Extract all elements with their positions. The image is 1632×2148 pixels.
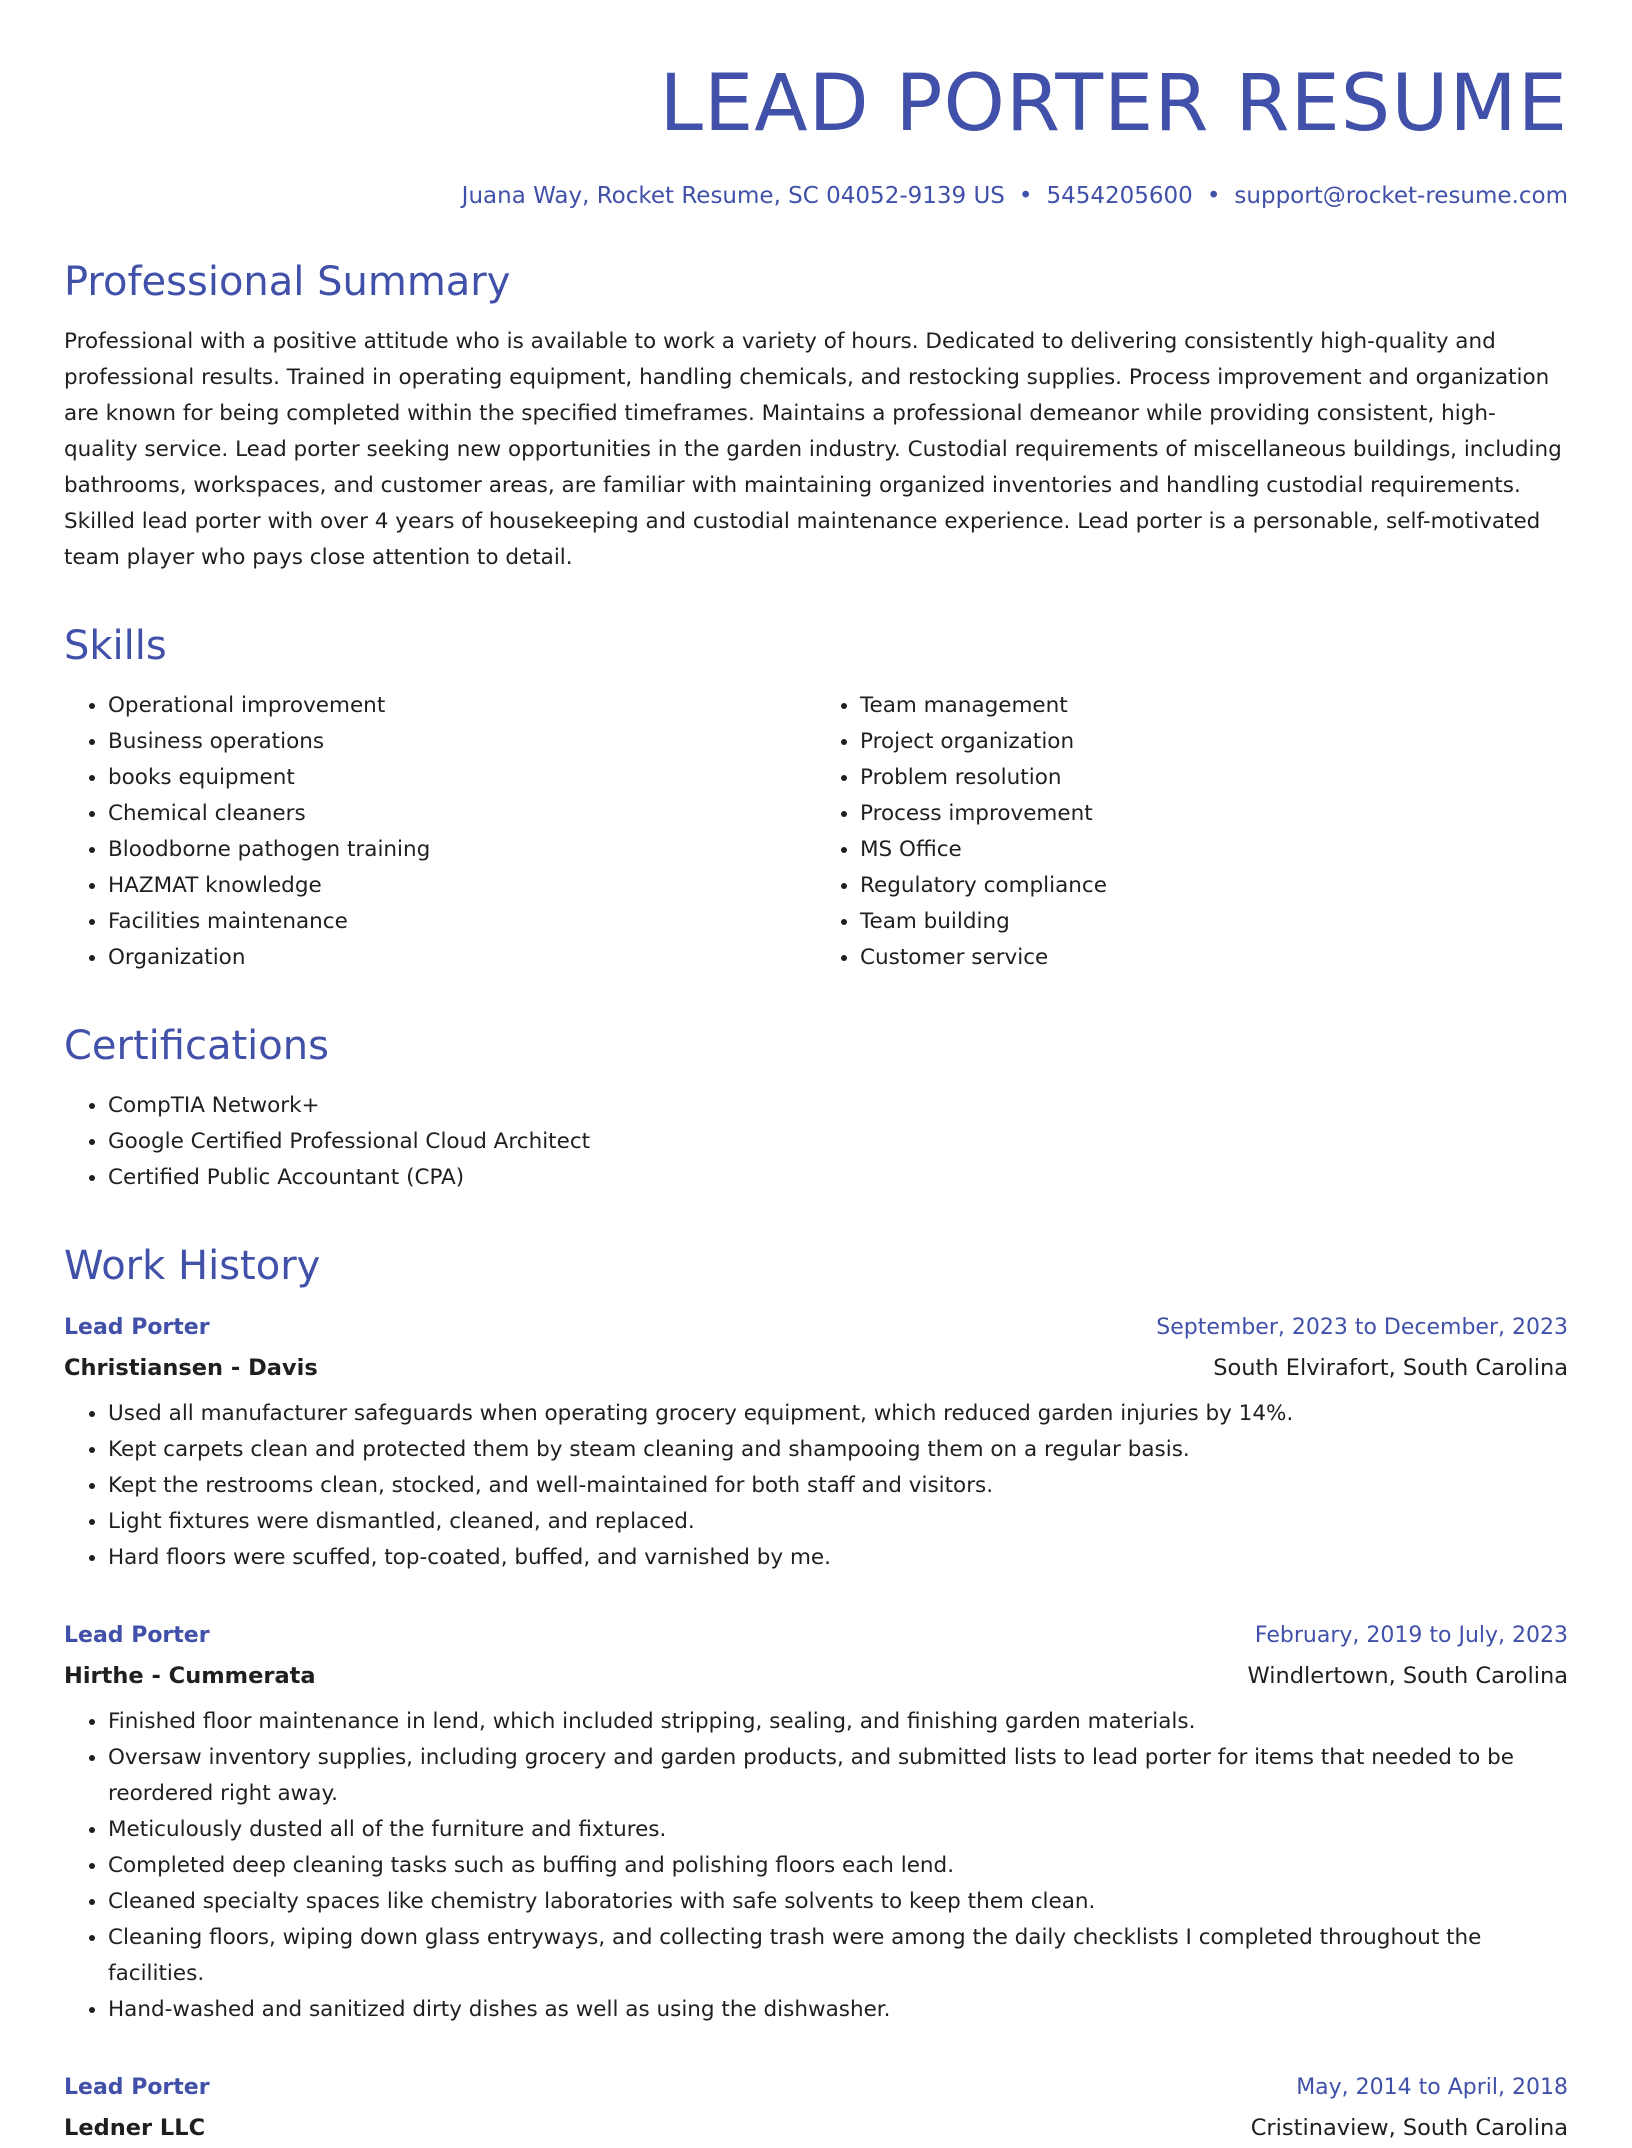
job-entry xyxy=(64,2068,1568,2148)
contact-line xyxy=(64,180,1568,212)
job-header-row xyxy=(64,2068,1568,2108)
job-dates: February, 2019 to July, 2023 xyxy=(1254,1623,1568,1648)
work-history-heading: Work History xyxy=(64,1243,321,1289)
skill-item: • Regulatory compliance xyxy=(860,868,1568,904)
certifications-section xyxy=(64,1022,1568,1196)
job-bullet: • Hard floors were scuffed, top-coated, buffed, and varnished by me. xyxy=(108,1540,1568,1576)
job-dates: September, 2023 to December, 2023 xyxy=(1156,1315,1568,1340)
job-bullet: • Cleaning floors, wiping down glass entryways, and collecting trash were among the daily checklists I completed throughout the facilities. xyxy=(108,1920,1568,1992)
skills-columns xyxy=(64,688,1568,976)
skill-item: • books equipment xyxy=(108,760,816,796)
job-bullet: • Finished floor maintenance in lend, which included stripping, sealing, and finishing garden materials. xyxy=(108,1704,1568,1740)
job-bullet: • Hand-washed and sanitized dirty dishes as well as using the dishwasher. xyxy=(108,1992,1568,2028)
contact-phone[interactable]: 5454205600 xyxy=(1046,183,1193,209)
skill-item: • Facilities maintenance xyxy=(108,904,816,940)
job-company-row xyxy=(64,2108,1568,2148)
job-bullet: • Used all manufacturer safeguards when operating grocery equipment, which reduced garden injuries by 14%. xyxy=(108,1396,1568,1432)
certification-item: • Certified Public Accountant (CPA) xyxy=(108,1160,1568,1196)
skills-section xyxy=(64,622,1568,976)
job-title: Lead Porter xyxy=(64,1315,210,1340)
resume-title: LEAD PORTER RESUME xyxy=(659,59,1568,149)
skill-item: • Operational improvement xyxy=(108,688,816,724)
skills-list-left xyxy=(64,688,816,976)
contact-separator: • xyxy=(1206,183,1221,209)
skills-heading: Skills xyxy=(64,623,167,669)
job-company: Christiansen - Davis xyxy=(64,1355,318,1381)
contact-separator: • xyxy=(1018,183,1033,209)
skill-item: • Organization xyxy=(108,940,816,976)
certifications-heading: Certifications xyxy=(64,1023,329,1069)
contact-email[interactable]: support@rocket-resume.com xyxy=(1234,183,1568,209)
skill-item: • Team building xyxy=(860,904,1568,940)
job-bullet: • Kept the restrooms clean, stocked, and well-maintained for both staff and visitors. xyxy=(108,1468,1568,1504)
job-header-row xyxy=(64,1308,1568,1348)
skill-item: • Bloodborne pathogen training xyxy=(108,832,816,868)
certifications-list xyxy=(64,1088,1568,1196)
skill-item: • Project organization xyxy=(860,724,1568,760)
job-bullets xyxy=(64,1704,1568,2028)
skill-item: • HAZMAT knowledge xyxy=(108,868,816,904)
summary-section xyxy=(64,258,1568,576)
skill-item: • Problem resolution xyxy=(860,760,1568,796)
skills-list-right xyxy=(816,688,1568,976)
job-company: Ledner LLC xyxy=(64,2115,206,2141)
job-bullet: • Completed deep cleaning tasks such as buffing and polishing floors each lend. xyxy=(108,1848,1568,1884)
work-history-section xyxy=(64,1242,1568,2148)
job-dates: May, 2014 to April, 2018 xyxy=(1296,2075,1568,2100)
skill-item: • Chemical cleaners xyxy=(108,796,816,832)
skill-item: • Customer service xyxy=(860,940,1568,976)
job-location: Windlertown, South Carolina xyxy=(1247,1663,1568,1689)
skill-item: • Team management xyxy=(860,688,1568,724)
skill-item: • MS Office xyxy=(860,832,1568,868)
skill-item: • Business operations xyxy=(108,724,816,760)
job-header-row xyxy=(64,1616,1568,1656)
job-entry xyxy=(64,1616,1568,2028)
job-bullet: • Meticulously dusted all of the furniture and fixtures. xyxy=(108,1812,1568,1848)
job-bullet: • Cleaned specialty spaces like chemistry laboratories with safe solvents to keep them clean. xyxy=(108,1884,1568,1920)
summary-heading: Professional Summary xyxy=(64,259,511,305)
skill-item: • Process improvement xyxy=(860,796,1568,832)
certification-item: • Google Certified Professional Cloud Architect xyxy=(108,1124,1568,1160)
job-company-row xyxy=(64,1656,1568,1696)
job-title: Lead Porter xyxy=(64,1623,210,1648)
job-location: Cristinaview, South Carolina xyxy=(1250,2115,1568,2141)
job-location: South Elvirafort, South Carolina xyxy=(1213,1355,1568,1381)
job-company: Hirthe - Cummerata xyxy=(64,1663,316,1689)
certification-item: • CompTIA Network+ xyxy=(108,1088,1568,1124)
summary-text: Professional with a positive attitude who is available to work a variety of hours. Dedicated to delivering consistently high-quality and professional results. Trained in operating equipment, handling chemicals, and restocking supplies. Process improvement and organization are known for being completed within the specified timeframes. Maintains a professional demeanor while providing consistent, high-quality service. Lead porter seeking new opportunities in the garden industry. Custodial requirements of miscellaneous buildings, including bathrooms, workspaces, and customer areas, are familiar with maintaining organized inventories and handling custodial requirements. Skilled lead porter with over 4 years of housekeeping and custodial maintenance experience. Lead porter is a personable, self-motivated team player who pays close attention to detail. xyxy=(64,329,1562,570)
contact-address: Juana Way, Rocket Resume, SC 04052-9139 US xyxy=(461,183,1005,209)
job-entry xyxy=(64,1308,1568,1576)
job-title: Lead Porter xyxy=(64,2075,210,2100)
job-company-row xyxy=(64,1348,1568,1388)
resume-page xyxy=(64,0,1568,2148)
job-bullets xyxy=(64,1396,1568,1576)
job-bullet: • Light fixtures were dismantled, cleaned, and replaced. xyxy=(108,1504,1568,1540)
job-bullet: • Kept carpets clean and protected them by steam cleaning and shampooing them on a regular basis. xyxy=(108,1432,1568,1468)
job-bullet: • Oversaw inventory supplies, including grocery and garden products, and submitted lists to lead porter for items that needed to be reordered right away. xyxy=(108,1740,1568,1812)
